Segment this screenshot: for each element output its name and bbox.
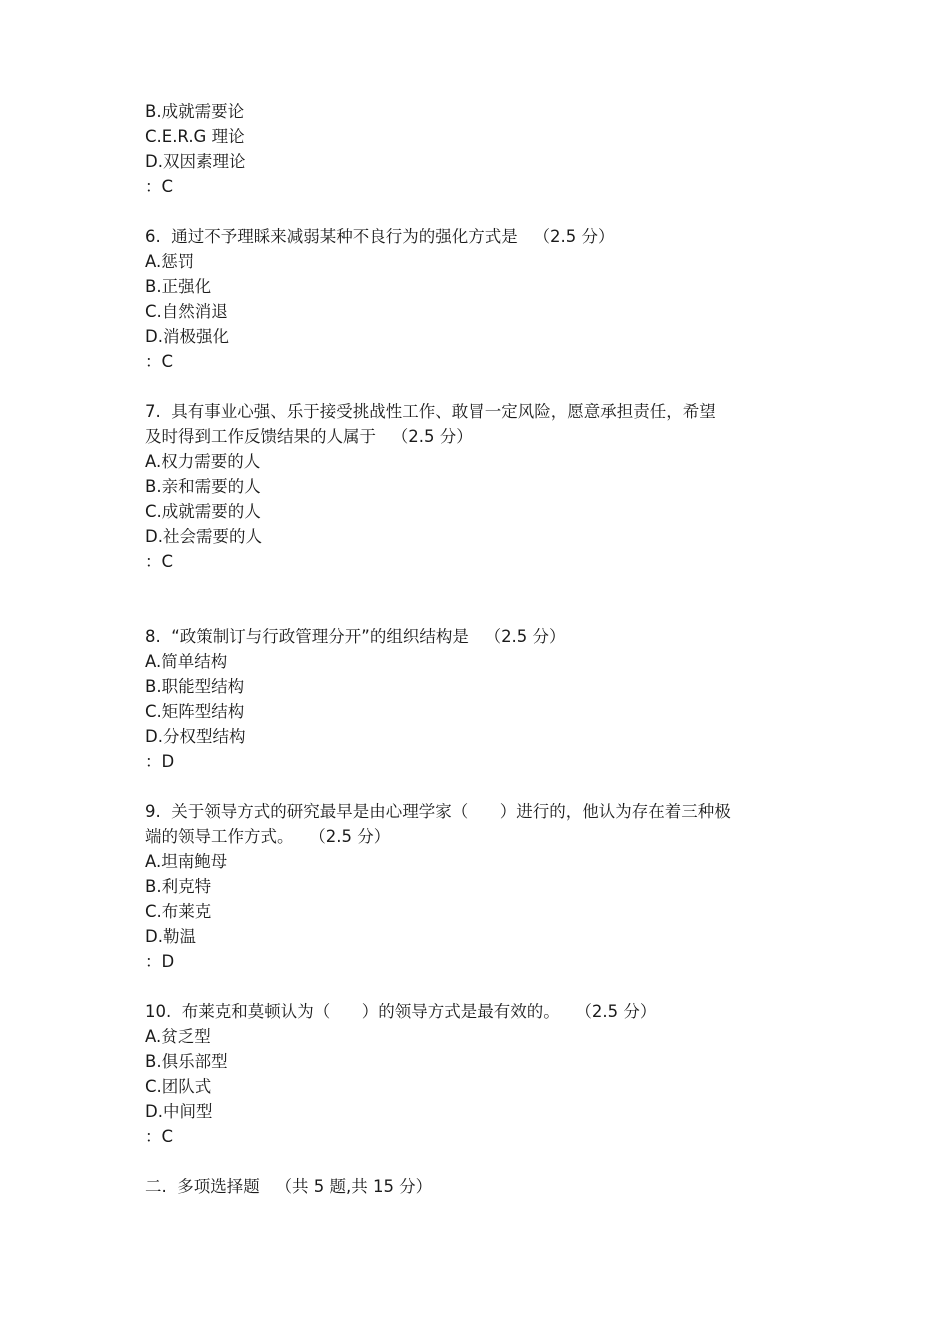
- option-a: A.权力需要的人: [145, 452, 261, 471]
- option-c: C.矩阵型结构: [145, 702, 245, 721]
- option-b: B.利克特: [145, 877, 212, 896]
- question-9: [145, 799, 825, 974]
- question-stem-line-1: 7. 具有事业心强、乐于接受挑战性工作、敢冒一定风险，愿意承担责任，希望: [145, 402, 716, 421]
- question-stem-line-2: 端的领导工作方式。 （2.5 分）: [145, 827, 391, 846]
- option-d: D.双因素理论: [145, 152, 246, 171]
- question-8: [145, 624, 825, 774]
- question-7: [145, 399, 825, 574]
- option-d: D.分权型结构: [145, 727, 246, 746]
- option-a: A.惩罚: [145, 252, 195, 271]
- option-a: A.贫乏型: [145, 1027, 211, 1046]
- question-6: [145, 224, 825, 374]
- answer: ：D: [145, 952, 175, 971]
- answer: ：D: [145, 752, 175, 771]
- option-d: D.消极强化: [145, 327, 229, 346]
- question-stem-line-2: 及时得到工作反馈结果的人属于 （2.5 分）: [145, 427, 473, 446]
- question-stem-line-1: 9. 关于领导方式的研究最早是由心理学家（ ）进行的，他认为存在着三种极: [145, 802, 731, 821]
- option-c: C.E.R.G 理论: [145, 127, 245, 146]
- question-10: [145, 999, 825, 1149]
- option-b: B.职能型结构: [145, 677, 245, 696]
- answer: ：C: [145, 1127, 174, 1146]
- option-a: A.坦南鲍母: [145, 852, 228, 871]
- question-stem: 6. 通过不予理睬来减弱某种不良行为的强化方式是 （2.5 分）: [145, 227, 615, 246]
- answer: ：C: [145, 177, 174, 196]
- question-stem: 8. “政策制订与行政管理分开”的组织结构是 （2.5 分）: [145, 627, 566, 646]
- option-b: B.亲和需要的人: [145, 477, 261, 496]
- option-c: C.团队式: [145, 1077, 212, 1096]
- option-d: D.中间型: [145, 1102, 213, 1121]
- exam-content: [145, 99, 825, 1199]
- option-c: C.自然消退: [145, 302, 228, 321]
- option-d: D.勒温: [145, 927, 196, 946]
- option-b: B.正强化: [145, 277, 212, 296]
- answer: ：C: [145, 352, 174, 371]
- prev-question-block: [145, 99, 825, 199]
- answer: ：C: [145, 552, 174, 571]
- option-a: A.简单结构: [145, 652, 228, 671]
- option-c: C.成就需要的人: [145, 502, 261, 521]
- section-heading: 二. 多项选择题 （共 5 题,共 15 分）: [145, 1177, 433, 1196]
- question-stem: 10. 布莱克和莫顿认为（ ）的领导方式是最有效的。 （2.5 分）: [145, 1002, 657, 1021]
- option-b: B.俱乐部型: [145, 1052, 228, 1071]
- option-c: C.布莱克: [145, 902, 212, 921]
- option-b: B.成就需要论: [145, 102, 245, 121]
- option-d: D.社会需要的人: [145, 527, 262, 546]
